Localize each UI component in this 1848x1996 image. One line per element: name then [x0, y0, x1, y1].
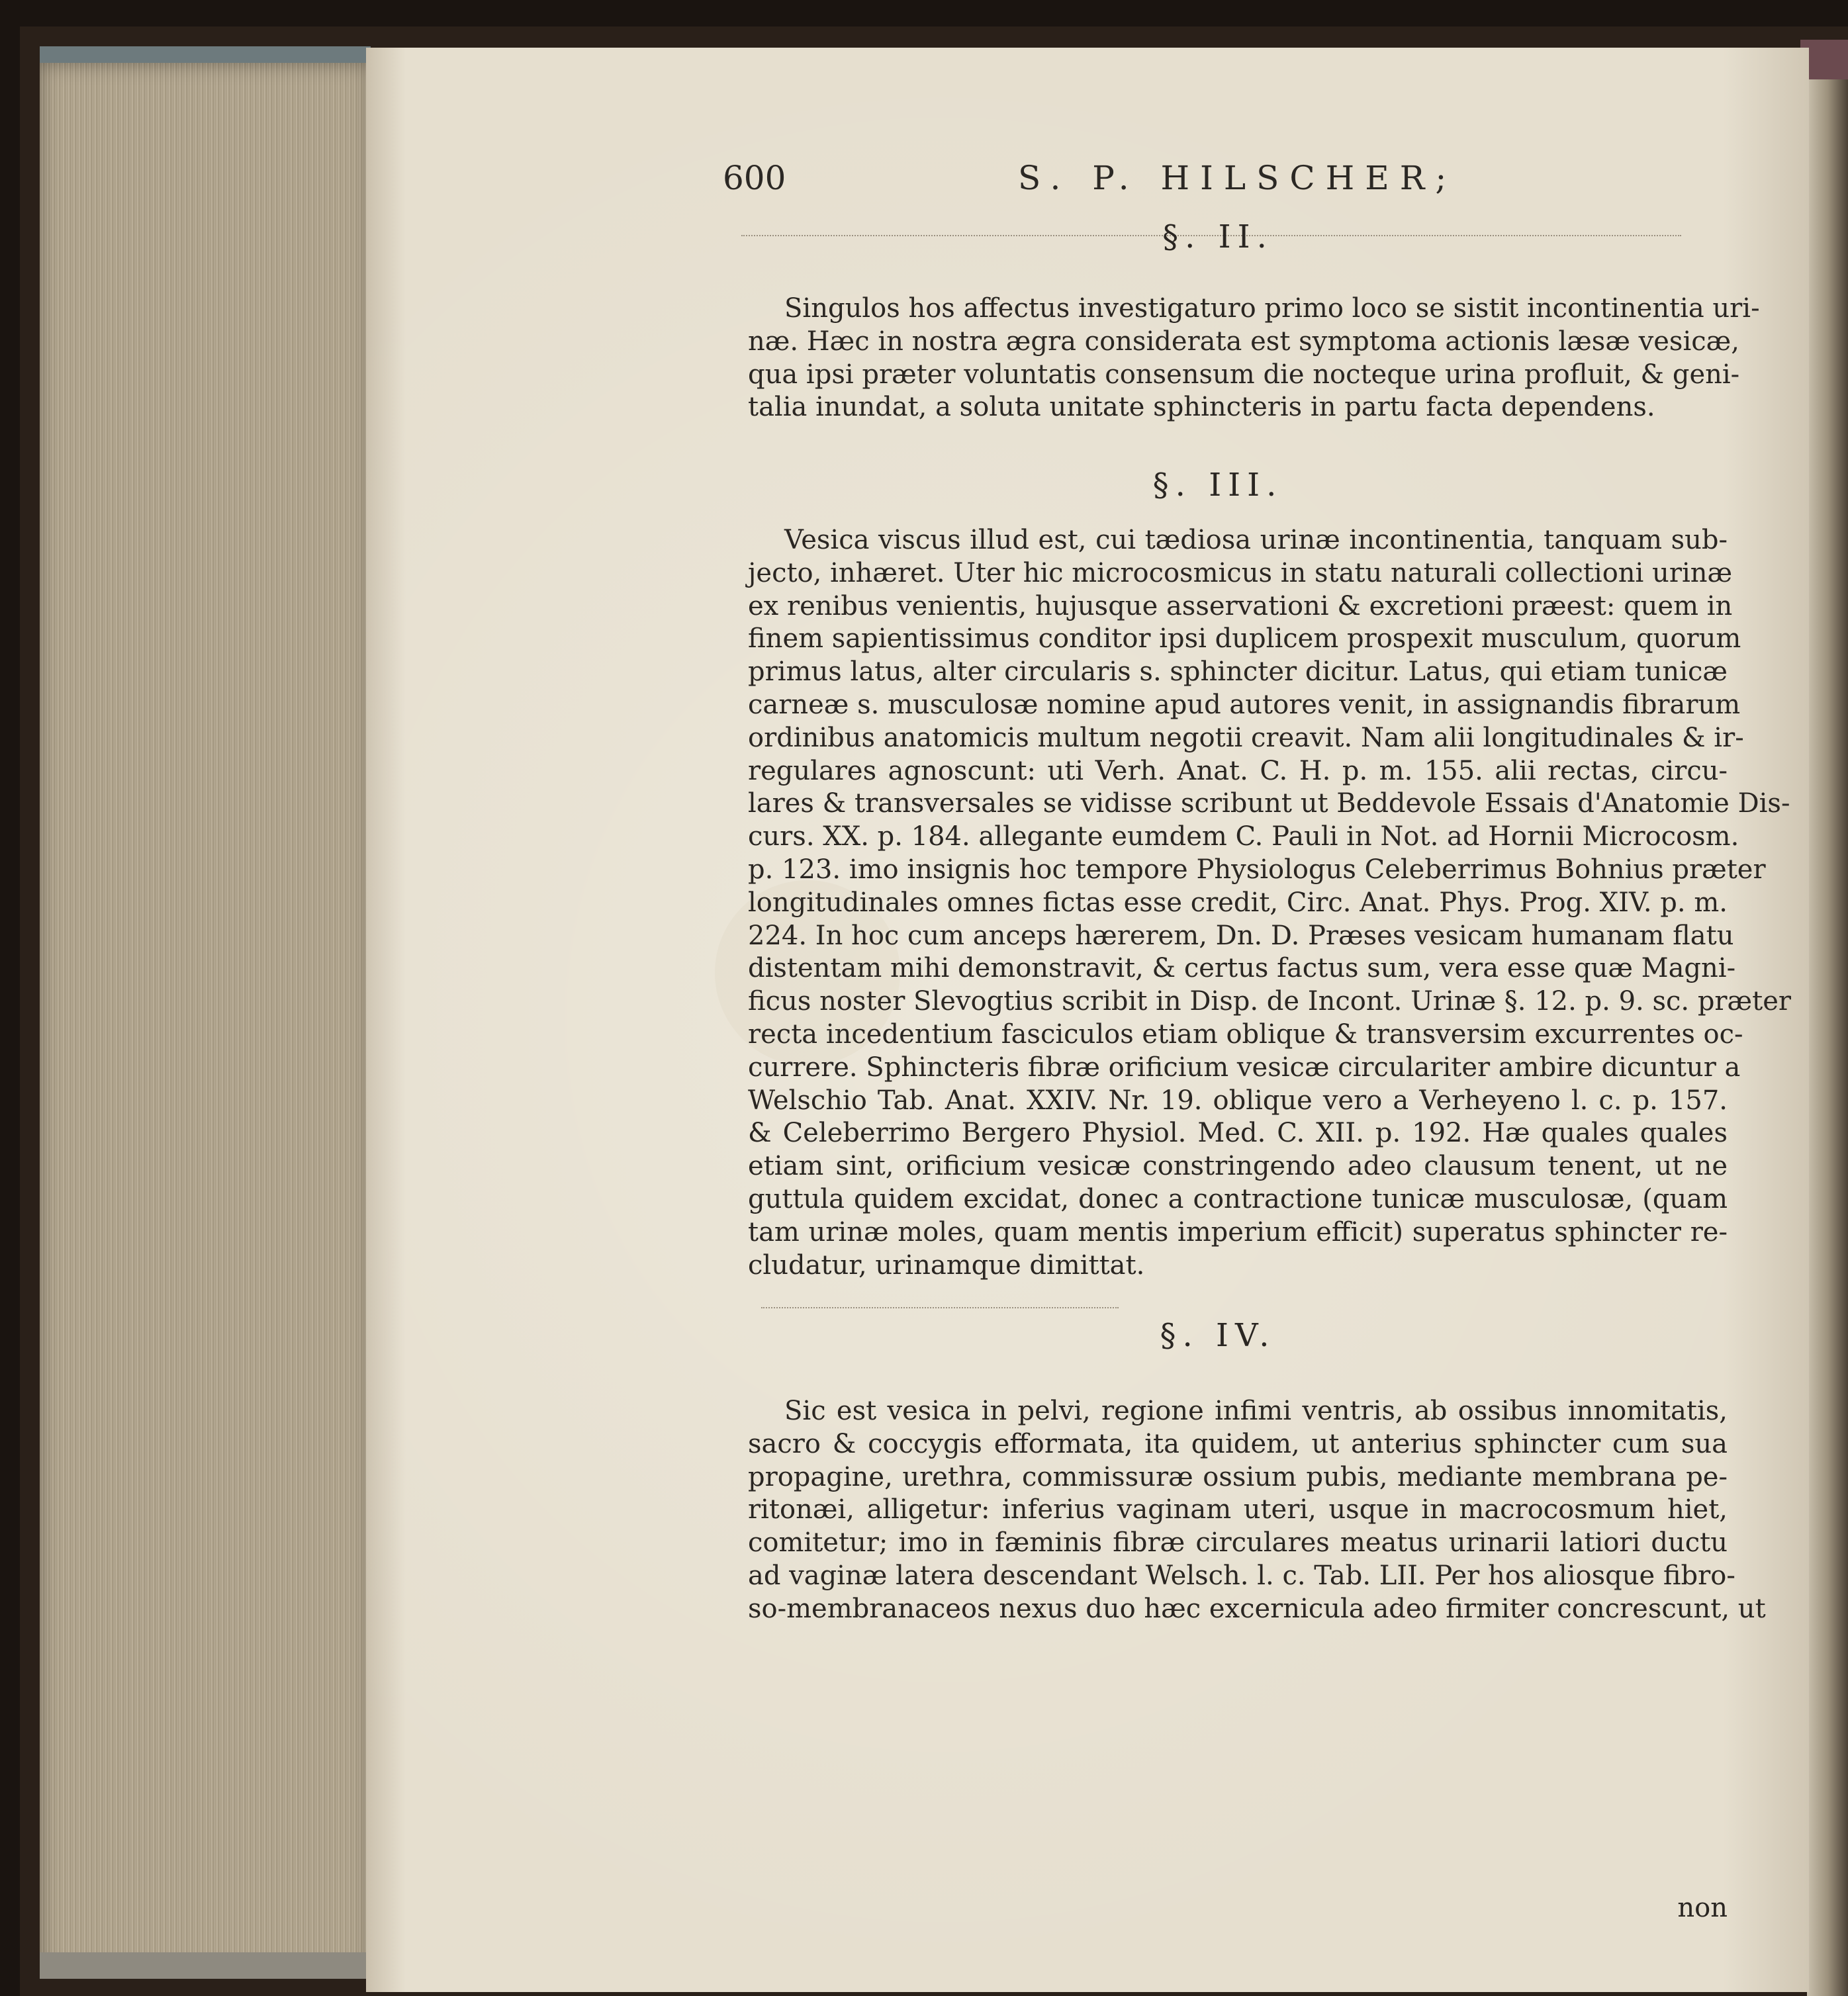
text-line: comitetur; imo in fæminis fibræ circulares meatus urinarii latiori ductu [748, 1527, 1728, 1559]
text-line: p. 123. imo insignis hoc tempore Physiologus Celeberrimus Bohnius præter [748, 854, 1766, 885]
text-line: ordinibus anatomicis multum negotii creavit. Nam alii longitudinales & ir- [748, 722, 1744, 753]
text-line: 224. In hoc cum anceps hærerem, Dn. D. Præses vesicam humanam flatu [748, 920, 1734, 951]
text-line: qua ipsi præter voluntatis consensum die nocteque urina profluit, & geni- [748, 359, 1740, 390]
text-line: næ. Hæc in nostra ægra considerata est symptoma actionis læsæ vesicæ, [748, 326, 1739, 357]
running-head: S. P. HILSCHER; [1018, 159, 1457, 197]
page-stack-fore-edge [40, 63, 371, 1972]
text-line: Singulos hos affectus investigaturo primo loco se sistit incontinentia uri- [784, 293, 1760, 324]
text-line: ritonæi, alligetur: inferius vaginam uteri, usque in macrocosmum hiet, [748, 1494, 1728, 1525]
text-line: Vesica viscus illud est, cui tædiosa urinæ incontinentia, tanquam sub- [784, 525, 1728, 555]
text-line: currere. Sphincteris fibræ orificium vesicæ circulariter ambire dicuntur a [748, 1052, 1741, 1083]
text-line: sacro & coccygis efformata, ita quidem, ut anterius sphincter cum sua [748, 1428, 1728, 1459]
catchword: non [1677, 1893, 1728, 1923]
section-rule [761, 1307, 1119, 1308]
page-number: 600 [723, 159, 786, 197]
text-line: lares & transversales se vidisse scribunt ut Beddevole Essais d'Anatomie Dis- [748, 788, 1790, 819]
text-line: longitudinales omnes fictas esse credit, Circ. Anat. Phys. Prog. XIV. p. m. [748, 887, 1728, 918]
section-heading-ii: §. II. [1162, 218, 1273, 255]
section-iv-text [748, 1395, 1766, 1626]
text-line: ficus noster Slevogtius scribit in Disp. de Incont. Urinæ §. 12. p. 9. sc. præter [748, 986, 1792, 1017]
section-iii-text [748, 524, 1792, 1282]
text-line: guttula quidem excidat, donec a contractione tunicæ musculosæ, (quam [748, 1183, 1728, 1214]
page-stack-bottom [40, 1952, 371, 1979]
text-line: & Celeberrimo Bergero Physiol. Med. C. XII. p. 192. Hæ quales quales [748, 1118, 1728, 1149]
text-line: Sic est vesica in pelvi, regione infimi ventris, ab ossibus innomitatis, [784, 1396, 1728, 1426]
page-header [723, 159, 1742, 205]
text-line: so-membranaceos nexus duo hæc excernicula adeo firmiter concrescunt, ut [748, 1593, 1766, 1624]
text-line: recta incedentium fasciculos etiam oblique & transversim excurrentes oc- [748, 1019, 1743, 1050]
text-line: jecto, inhæret. Uter hic microcosmicus in statu naturali collectioni urinæ [748, 557, 1733, 588]
text-line: distentam mihi demonstravit, & certus factus sum, vera esse quæ Magni- [748, 953, 1736, 984]
text-line: Welschio Tab. Anat. XXIV. Nr. 19. oblique vero a Verheyeno l. c. p. 157. [748, 1085, 1728, 1116]
text-line: propagine, urethra, commissuræ ossium pubis, mediante membrana pe- [748, 1461, 1728, 1492]
section-ii-text [748, 293, 1760, 424]
section-heading-iii: §. III. [1152, 467, 1283, 504]
text-line: tam urinæ moles, quam mentis imperium efficit) superatus sphincter re- [748, 1216, 1728, 1248]
text-line: ad vaginæ latera descendant Welsch. l. c. Tab. LII. Per hos aliosque fibro- [748, 1560, 1735, 1591]
text-line: cludatur, urinamque dimittat. [748, 1249, 1145, 1281]
text-line: finem sapientissimus conditor ipsi duplicem prospexit musculum, quorum [748, 623, 1741, 655]
text-line: primus latus, alter circularis s. sphincter dicitur. Latus, qui etiam tunicæ [748, 657, 1728, 688]
text-line: ex renibus venientis, hujusque asservationi & excretioni præest: quem in [748, 590, 1733, 621]
section-heading-iv: §. IV. [1160, 1317, 1276, 1354]
text-line: curs. XX. p. 184. allegante eumdem C. Pauli in Not. ad Hornii Microcosm. [748, 821, 1739, 852]
text-line: regulares agnoscunt: uti Verh. Anat. C. H. p. m. 155. alii rectas, circu- [748, 755, 1728, 786]
facing-page-edge [1807, 40, 1848, 1996]
text-line: talia inundat, a soluta unitate sphincteris in partu facta dependens. [748, 392, 1655, 423]
text-line: etiam sint, orificium vesicæ constringendo adeo clausum tenent, ut ne [748, 1151, 1728, 1182]
text-line: carneæ s. musculosæ nomine apud autores venit, in assignandis fibrarum [748, 689, 1741, 720]
